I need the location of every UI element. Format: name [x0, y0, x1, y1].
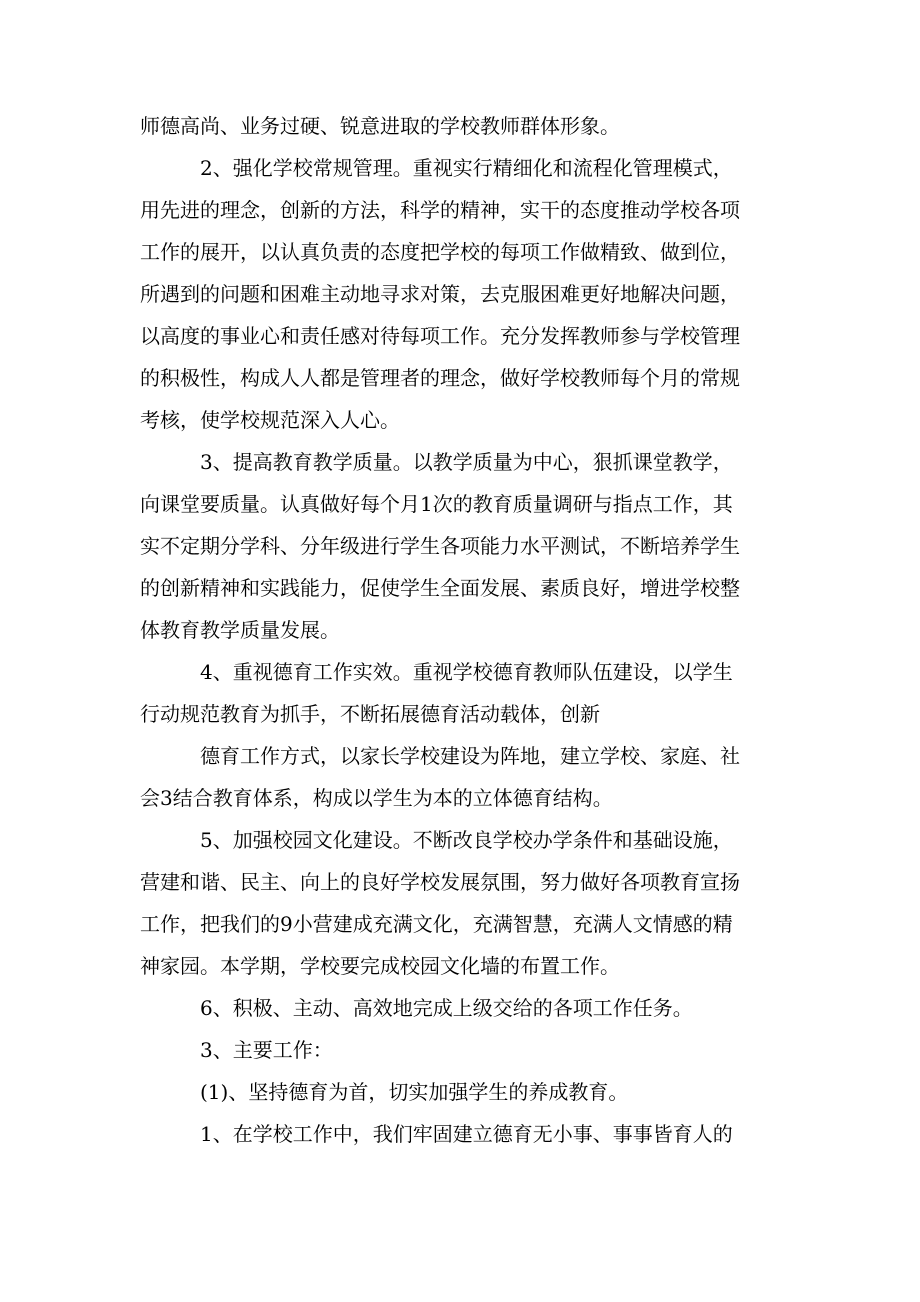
text-line: 的创新精神和实践能力，促使学生全面发展、素质良好，增进学校整: [140, 576, 740, 600]
text-line: 考核，使学校规范深入人心。: [140, 408, 400, 432]
text-line: (1)、坚持德育为首，切实加强学生的养成教育。: [200, 1080, 629, 1104]
text-line: 3、提高教育教学质量。以教学质量为中心，狠抓课堂教学，: [200, 450, 733, 474]
text-line: 所遇到的问题和困难主动地寻求对策，去克服困难更好地解决问题，: [140, 282, 740, 306]
text-line: 用先进的理念，创新的方法，科学的精神，实干的态度推动学校各项: [140, 198, 740, 222]
text-line: 体教育教学质量发展。: [140, 618, 340, 642]
text-line: 会3结合教育体系，构成以学生为本的立体德育结构。: [140, 786, 613, 810]
text-line: 5、加强校园文化建设。不断改良学校办学条件和基础设施，: [200, 828, 733, 852]
text-line: 实不定期分学科、分年级进行学生各项能力水平测试，不断培养学生: [140, 534, 740, 558]
text-line: 工作，把我们的9小营建成充满文化，充满智慧，充满人文情感的精: [140, 912, 733, 936]
text-line: 以高度的事业心和责任感对待每项工作。充分发挥教师参与学校管理: [140, 324, 740, 348]
text-line: 向课堂要质量。认真做好每个月1次的教育质量调研与指点工作，其: [140, 492, 733, 516]
text-line: 德育工作方式，以家长学校建设为阵地，建立学校、家庭、社: [200, 744, 740, 768]
text-line: 行动规范教育为抓手，不断拓展德育活动载体，创新: [140, 702, 600, 726]
text-line: 2、强化学校常规管理。重视实行精细化和流程化管理模式，: [200, 156, 733, 180]
text-line: 1、在学校工作中，我们牢固建立德育无小事、事事皆育人的: [200, 1122, 733, 1146]
text-line: 的积极性，构成人人都是管理者的理念，做好学校教师每个月的常规: [140, 366, 740, 390]
text-line: 神家园。本学期，学校要完成校园文化墙的布置工作。: [140, 954, 620, 978]
text-line: 6、积极、主动、高效地完成上级交给的各项工作任务。: [200, 996, 693, 1020]
text-line: 4、重视德育工作实效。重视学校德育教师队伍建设，以学生: [200, 660, 733, 684]
text-line: 营建和谐、民主、向上的良好学校发展氛围，努力做好各项教育宣扬: [140, 870, 740, 894]
text-line: 工作的展开，以认真负责的态度把学校的每项工作做精致、做到位，: [140, 240, 740, 264]
text-line: 3、主要工作：: [200, 1038, 333, 1062]
text-line: 师德高尚、业务过硬、锐意进取的学校教师群体形象。: [140, 114, 620, 138]
